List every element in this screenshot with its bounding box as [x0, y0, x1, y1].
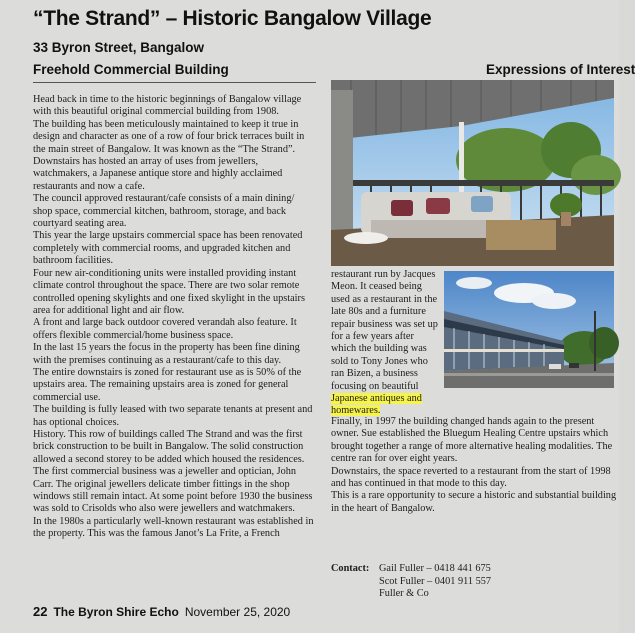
paragraph	[331, 269, 441, 418]
streetscape-photo	[444, 271, 614, 388]
article-body-wrap	[331, 269, 441, 418]
paragraph: This is a rare opportunity to secure a historic and substantial building in the heart of Bangalow.	[331, 490, 617, 514]
contact-line: Gail Fuller – 0418 441 675	[379, 563, 491, 574]
paragraph: Downstairs, the space reverted to a restaurant from the start of 1998 and has continued in that mode to this day.	[331, 465, 611, 490]
paragraph: This year the large upstairs commercial space has been renovated completely with commercial rooms, and upgraded kitchen and bathroom facilities.	[33, 230, 303, 267]
contact-line: Fuller & Co	[379, 588, 429, 600]
contact-lines	[379, 563, 491, 601]
paragraph: Downstairs has hosted an array of uses from jewellers, watchmakers, a Japanese antique store and highly acclaimed restaurants and now a cafe.	[33, 156, 283, 192]
paragraph: History. This row of buildings called The Strand and was the first brick construction to be built in Bangalow. The solid construction allowed a second storey to be added which housed the residences.	[33, 428, 305, 465]
article-title: “The Strand” – Historic Bangalow Village	[33, 7, 432, 30]
contact-label: Contact:	[331, 563, 370, 574]
article-body-right	[331, 416, 617, 515]
property-type: Freehold Commercial Building	[33, 62, 229, 77]
paragraph: Four new air-conditioning units were installed providing instant climate control throughout the space. There are two solar remote controlled opening skylights and one fixed skylight in the upstairs area for additional light and air flow.	[33, 267, 305, 316]
paragraph: In the last 15 years the focus in the property has been fine dining with the premises continuing as a restaurant/cafe to this day.	[33, 342, 300, 366]
paragraph: The building is fully leased with two separate tenants at present and has optional choices.	[33, 404, 313, 428]
paragraph: The entire downstairs is zoned for restaurant use as is 50% of the upstairs area. The remaining upstairs area is zoned for general commercial use.	[33, 366, 302, 403]
sale-method: Expressions of Interest	[486, 62, 635, 77]
contact-line: Scot Fuller – 0401 911 557	[379, 575, 492, 587]
property-address: 33 Byron Street, Bangalow	[33, 40, 205, 55]
wrap-text: restaurant run by Jacques Meon. It ceased being used as a restaurant in the late 80s and a furniture repair business was set up for a few years after which the building was sold to Tony Jones who ran Bizen, a business focusing on beautiful	[331, 269, 438, 392]
paragraph: Head back in time to the historic beginnings of Bangalow village with this beautiful original commercial building from 1908.	[33, 94, 302, 118]
verandah-photo	[331, 80, 614, 266]
paragraph: The building has been meticulously maintained to keep it true in design and character as one of a row of four brick terraces built in the main street of Bangalow. It was known as the “The Strand”.	[33, 118, 305, 155]
paragraph: A front and large back outdoor covered verandah also feature. It offers flexible commercial/home business space.	[33, 317, 297, 341]
paragraph: In the 1980s a particularly well-known restaurant was established in the property. This was the famous Janot’s La Frite, a French	[33, 515, 314, 540]
paragraph: The first commercial business was a jeweller and optician, John Carr. The original jewellers delicate timber fittings in the shop windows still remain intact. At some point before 1930 the business was sold to Crisolds who also were jewellers and watchmakers.	[33, 466, 313, 515]
article-body-left	[33, 94, 316, 541]
page-number: 22	[33, 604, 48, 619]
divider-left	[33, 82, 316, 83]
highlighted-text: Japanese antiques and homewares.	[331, 393, 422, 417]
paragraph: The council approved restaurant/cafe consists of a main dining/ shop space, commercial kitchen, bathroom, storage, and back courtyard seating area.	[33, 193, 295, 230]
paragraph: Finally, in 1997 the building changed hands again to the present owner. Sue established the Bluegum Healing Centre upstairs which brought together a range of more alternative healing modalities. The centre ran for over eight years.	[331, 416, 613, 465]
page-footer	[33, 604, 290, 619]
publication-name: The Byron Shire Echo	[53, 605, 179, 619]
publication-date: November 25, 2020	[184, 605, 291, 619]
